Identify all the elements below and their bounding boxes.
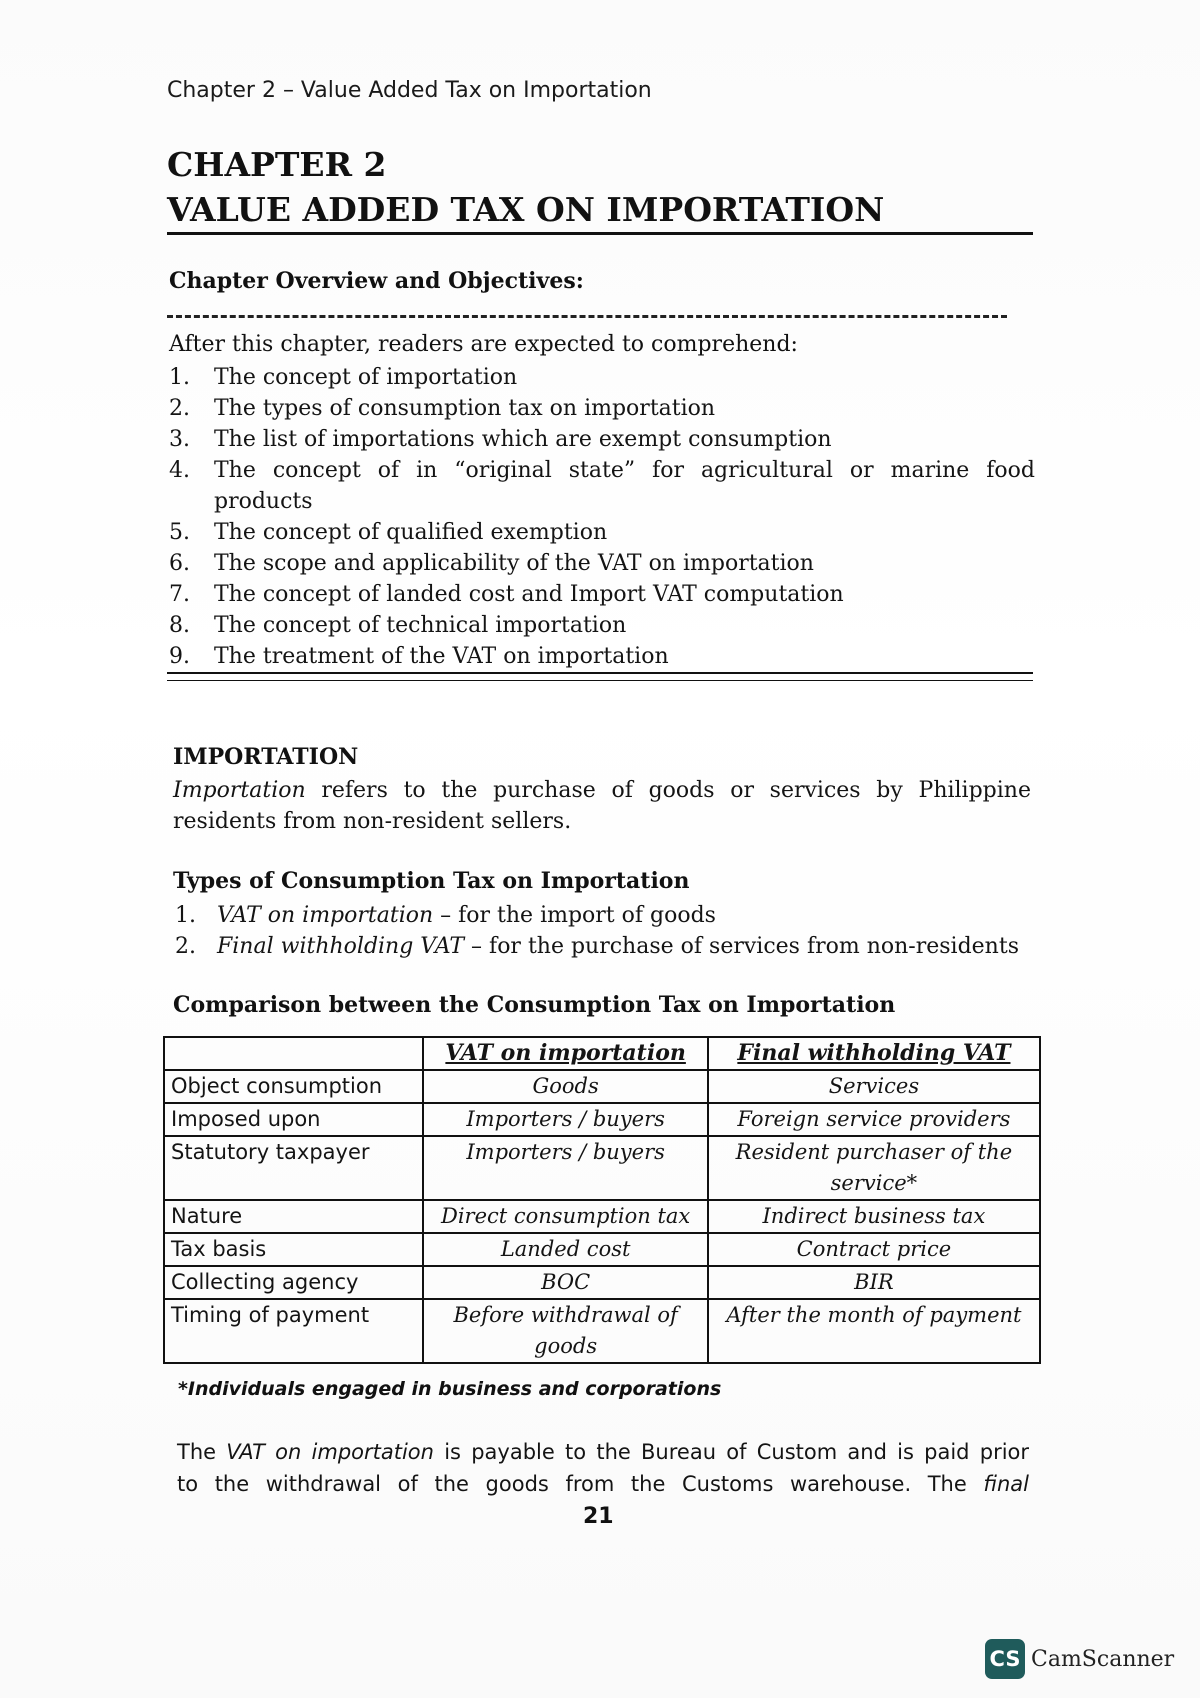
table-header-row (164, 1037, 1040, 1070)
table-cell: Indirect business tax (708, 1200, 1040, 1233)
title-rule (167, 232, 1033, 235)
row-label: Statutory taxpayer (164, 1136, 423, 1200)
list-item: 2. The types of consumption tax on importation (169, 396, 716, 421)
running-header: Chapter 2 – Value Added Tax on Importation (167, 78, 652, 103)
table-cell: After the month of payment (708, 1299, 1040, 1363)
table-cell: Before withdrawal of goods (423, 1299, 707, 1363)
table-cell: Contract price (708, 1233, 1040, 1266)
comparison-heading: Comparison between the Consumption Tax on Importation (173, 992, 896, 1018)
objectives-list (169, 362, 1035, 672)
camscanner-logo-icon: CS (985, 1639, 1025, 1679)
table-row (164, 1136, 1040, 1200)
table-footnote: *Individuals engaged in business and corporations (178, 1378, 722, 1400)
row-label: Nature (164, 1200, 423, 1233)
list-item: 3. The list of importations which are exempt consumption (169, 427, 832, 452)
camscanner-label: CamScanner (1031, 1646, 1175, 1672)
table-row (164, 1070, 1040, 1103)
table-cell: Direct consumption tax (423, 1200, 707, 1233)
table-cell: BOC (423, 1266, 707, 1299)
comparison-table (163, 1036, 1041, 1364)
row-label: Timing of payment (164, 1299, 423, 1363)
importation-definition: Importation refers to the purchase of goods or services by Philippine residents from non-resident sellers. (173, 778, 1031, 834)
list-item: 4. The concept of in “original state” for agricultural or marine food products (169, 458, 1035, 514)
table-cell: Goods (423, 1070, 707, 1103)
table-row (164, 1233, 1040, 1266)
importation-heading: IMPORTATION (173, 744, 359, 770)
table-row (164, 1103, 1040, 1136)
objectives-intro: After this chapter, readers are expected to comprehend: (169, 332, 798, 357)
row-label: Tax basis (164, 1233, 423, 1266)
table-cell: Foreign service providers (708, 1103, 1040, 1136)
list-item: 5. The concept of qualified exemption (169, 520, 608, 545)
closing-paragraph: The VAT on importation is payable to the Bureau of Custom and is paid prior to the withdrawal of the goods from the Customs warehouse. The final (177, 1440, 1030, 1496)
list-item: 6. The scope and applicability of the VAT on importation (169, 551, 814, 576)
chapter-name: VALUE ADDED TAX ON IMPORTATION (167, 190, 885, 229)
table-row (164, 1266, 1040, 1299)
chapter-number: CHAPTER 2 (167, 145, 387, 184)
objectives-end-rule (167, 672, 1033, 681)
list-item: 7. The concept of landed cost and Import VAT computation (169, 582, 844, 607)
list-item: 9. The treatment of the VAT on importation (169, 644, 669, 669)
types-list (173, 900, 1033, 962)
empty-header-cell (164, 1037, 423, 1070)
list-item: 1. VAT on importation – for the import of goods (175, 903, 716, 928)
table-cell: BIR (708, 1266, 1040, 1299)
table-row (164, 1200, 1040, 1233)
table-cell: Services (708, 1070, 1040, 1103)
table-cell: Importers / buyers (423, 1136, 707, 1200)
chapter-title (167, 142, 884, 232)
column-header: Final withholding VAT (708, 1037, 1040, 1070)
camscanner-watermark (985, 1637, 1174, 1681)
types-heading: Types of Consumption Tax on Importation (173, 868, 690, 894)
page-number: 21 (583, 1504, 614, 1529)
table-cell: Resident purchaser of the service* (708, 1136, 1040, 1200)
list-item: 8. The concept of technical importation (169, 613, 627, 638)
overview-title: Chapter Overview and Objectives: (169, 268, 584, 294)
table-row (164, 1299, 1040, 1363)
column-header: VAT on importation (423, 1037, 707, 1070)
list-item: 1. The concept of importation (169, 365, 518, 390)
table-cell: Landed cost (423, 1233, 707, 1266)
table-cell: Importers / buyers (423, 1103, 707, 1136)
dashed-divider (167, 315, 1007, 318)
row-label: Imposed upon (164, 1103, 423, 1136)
row-label: Collecting agency (164, 1266, 423, 1299)
list-item: 2. Final withholding VAT – for the purchase of services from non-residents (175, 934, 1019, 959)
row-label: Object consumption (164, 1070, 423, 1103)
